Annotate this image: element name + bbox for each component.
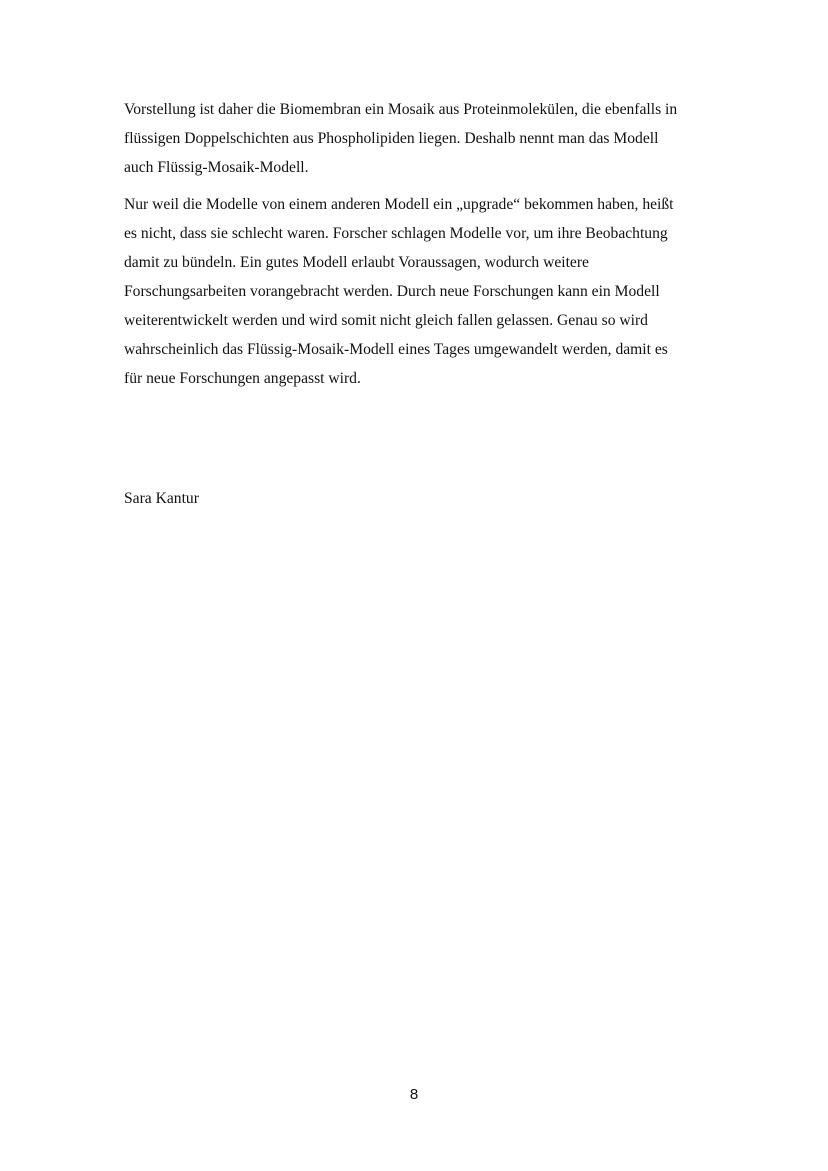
body-text	[124, 95, 724, 401]
paragraph-line: weiterentwickelt werden und wird somit nicht gleich fallen gelassen. Genau so wird	[124, 312, 648, 329]
paragraph-2	[124, 190, 724, 393]
paragraph-line: flüssigen Doppelschichten aus Phospholipiden liegen. Deshalb nennt man das Modell	[124, 130, 659, 147]
paragraph-line: Forschungsarbeiten vorangebracht werden. Durch neue Forschungen kann ein Modell	[124, 283, 660, 300]
page-number: 8	[409, 1086, 419, 1103]
author-signature: Sara Kantur	[124, 490, 199, 507]
paragraph-line: für neue Forschungen angepasst wird.	[124, 370, 361, 387]
paragraph-line: wahrscheinlich das Flüssig-Mosaik-Modell eines Tages umgewandelt werden, damit es	[124, 341, 668, 358]
paragraph-line: auch Flüssig-Mosaik-Modell.	[124, 159, 309, 176]
paragraph-line: es nicht, dass sie schlecht waren. Forscher schlagen Modelle vor, um ihre Beobachtung	[124, 225, 668, 242]
paragraph-line: Nur weil die Modelle von einem anderen Modell ein „upgrade“ bekommen haben, heißt	[124, 196, 674, 213]
paragraph-1	[124, 95, 724, 182]
paragraph-line: damit zu bündeln. Ein gutes Modell erlaubt Voraussagen, wodurch weitere	[124, 254, 589, 271]
paragraph-line: Vorstellung ist daher die Biomembran ein Mosaik aus Proteinmolekülen, die ebenfalls in	[124, 101, 678, 118]
